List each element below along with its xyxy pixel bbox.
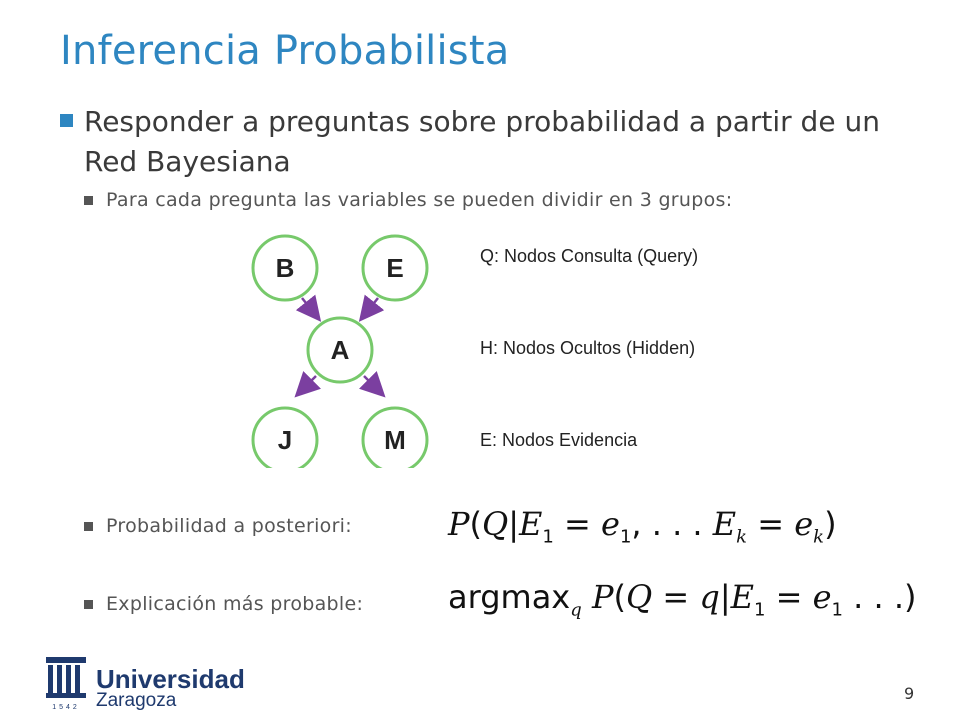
edge-a-j bbox=[298, 376, 316, 394]
main-bullet-text: Responder a preguntas sobre probabilidad a partir de un Red Bayesiana bbox=[84, 105, 880, 178]
sub-bullet-square-icon bbox=[84, 196, 93, 205]
university-city: Zaragoza bbox=[96, 690, 177, 711]
bullet-square-icon bbox=[60, 114, 73, 127]
sub-bullet-groups bbox=[84, 189, 732, 211]
sub-bullet-explanation bbox=[84, 593, 363, 615]
node-e-label: E bbox=[386, 253, 404, 283]
node-a-label: A bbox=[330, 335, 350, 365]
sub-bullet-square-icon bbox=[84, 600, 93, 609]
legend-hidden: H: Nodos Ocultos (Hidden) bbox=[480, 338, 696, 358]
edge-a-m bbox=[364, 376, 382, 394]
university-name: Universidad bbox=[96, 664, 245, 694]
sub-bullet-text: Probabilidad a posteriori: bbox=[106, 515, 352, 537]
sub-bullet-text: Explicación más probable: bbox=[106, 593, 364, 615]
main-bullet bbox=[60, 102, 920, 182]
edge-b-a bbox=[302, 298, 318, 318]
edge-e-a bbox=[362, 298, 378, 318]
sub-bullet-text: Para cada pregunta las variables se pueden dividir en 3 grupos: bbox=[106, 189, 733, 211]
logo-year: 1542 bbox=[52, 704, 80, 711]
bayesian-network-diagram bbox=[240, 228, 440, 468]
university-logo bbox=[44, 655, 88, 711]
mpe-formula: argmax$_q$ $P(Q = q|E_1 = e_1$ . . .) bbox=[448, 578, 917, 621]
node-j-label: J bbox=[277, 425, 293, 455]
node-b-label: B bbox=[275, 253, 295, 283]
node-m-label: M bbox=[384, 425, 406, 455]
sub-bullet-square-icon bbox=[84, 522, 93, 531]
posterior-formula: $P(Q|E_1 = e_1$, . . . $E_k = e_k$) bbox=[448, 505, 837, 548]
slide-title: Inferencia Probabilista bbox=[60, 28, 510, 74]
sub-bullet-posterior bbox=[84, 515, 352, 537]
legend-evidence: E: Nodos Evidencia bbox=[480, 430, 638, 450]
page-number: 9 bbox=[904, 684, 915, 703]
legend-query: Q: Nodos Consulta (Query) bbox=[480, 246, 699, 266]
